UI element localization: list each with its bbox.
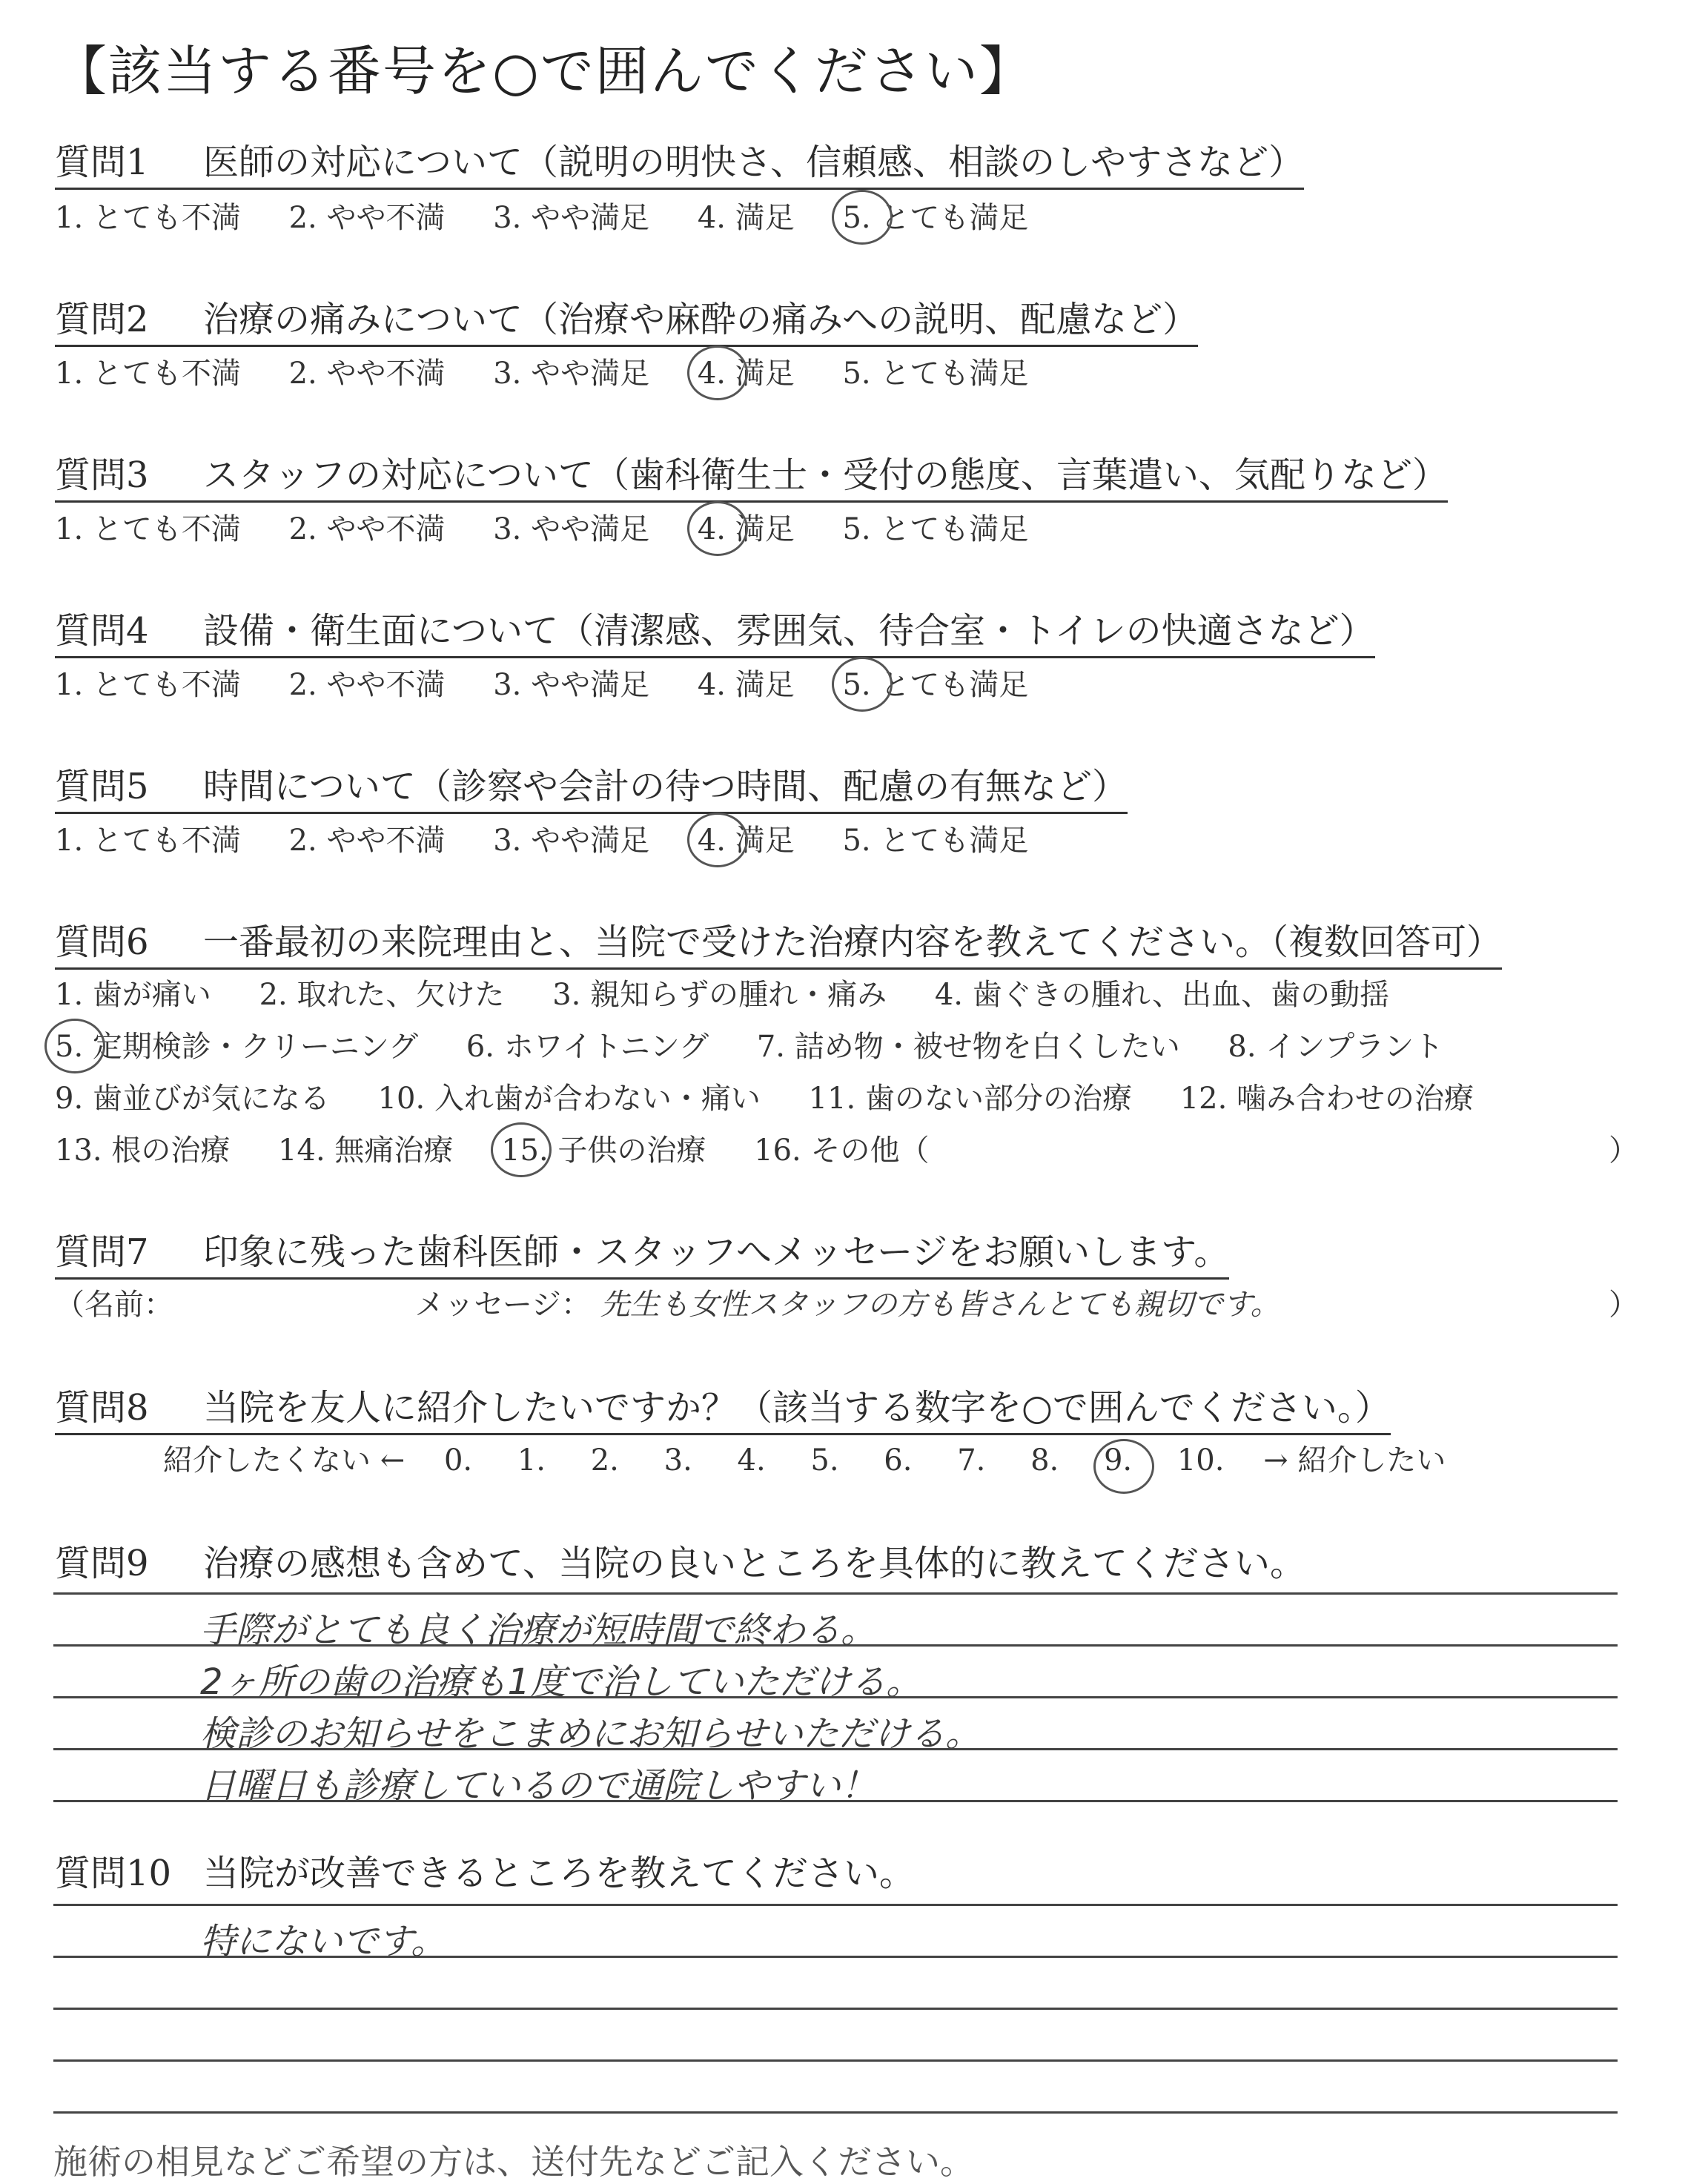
- option-16[interactable]: 16. その他（: [754, 1134, 930, 1168]
- question-number: 質問6: [55, 921, 149, 963]
- option-1[interactable]: 1. 歯が痛い: [55, 978, 211, 1012]
- question-text: 当院を友人に紹介したいですか？（該当する数字を○で囲んでください。）: [203, 1387, 1391, 1429]
- question-text: 治療の痛みについて（治療や麻酔の痛みへの説明、配慮など）: [203, 299, 1199, 340]
- question-text: 設備・衛生面について（清潔感、雰囲気、待合室・トイレの快適さなど）: [203, 610, 1375, 652]
- question-6-header: [55, 913, 1502, 970]
- question-4: [55, 602, 1375, 658]
- option-5-circled[interactable]: 5. とても満足: [842, 194, 1028, 236]
- question-1-options: [55, 194, 1067, 236]
- question-8: [55, 1379, 1391, 1435]
- answer-line: [53, 1592, 1618, 1595]
- handwritten-answer-line-1[interactable]: 手際がとても良く治療が短時間で終わる。: [200, 1609, 877, 1651]
- scale-2[interactable]: 2.: [590, 1443, 619, 1477]
- option-4-circled[interactable]: 4. 満足: [698, 817, 795, 859]
- option-3[interactable]: 3. やや満足: [493, 668, 650, 702]
- question-2-header: [55, 291, 1198, 347]
- question-text: 時間について（診察や会計の待つ時間、配慮の有無など）: [203, 766, 1128, 807]
- handwritten-answer-line-2[interactable]: 2ヶ所の歯の治療も1度で治していただける。: [200, 1661, 922, 1703]
- question-1-header: [55, 133, 1304, 190]
- option-4[interactable]: 4. 歯ぐきの腫れ、出血、歯の動揺: [934, 978, 1390, 1012]
- question-5-header: [55, 758, 1128, 814]
- option-3[interactable]: 3. やや満足: [493, 357, 650, 391]
- question-3: [55, 446, 1448, 503]
- option-1[interactable]: 1. とても不満: [55, 668, 241, 702]
- question-number: 質問10: [55, 1853, 172, 1894]
- option-2[interactable]: 2. 取れた、欠けた: [259, 978, 505, 1012]
- option-3[interactable]: 3. やや満足: [493, 512, 650, 546]
- handwritten-answer-line-1[interactable]: 特にないです。: [200, 1921, 447, 1962]
- question-number: 質問7: [55, 1231, 149, 1273]
- option-8[interactable]: 8. インプラント: [1228, 1030, 1444, 1064]
- scale-7[interactable]: 7.: [957, 1443, 986, 1477]
- option-15-circled[interactable]: 15. 子供の治療: [501, 1127, 706, 1169]
- option-9[interactable]: 9. 歯並びが気になる: [55, 1082, 330, 1116]
- question-8-header: [55, 1379, 1391, 1435]
- option-3[interactable]: 3. やや満足: [493, 824, 650, 858]
- scale-right-label: → 紹介したい: [1263, 1443, 1446, 1477]
- answer-line: [53, 2111, 1618, 2114]
- question-6-row-3: [55, 1075, 1512, 1117]
- question-number: 質問9: [55, 1543, 149, 1584]
- option-5[interactable]: 5. とても満足: [842, 824, 1029, 858]
- question-6-row-1: [55, 971, 1428, 1013]
- question-4-header: [55, 602, 1375, 658]
- option-5-circled[interactable]: 5. とても満足: [842, 661, 1028, 704]
- question-10: [55, 1844, 915, 1896]
- scale-9-circled[interactable]: 9.: [1103, 1443, 1133, 1477]
- question-7-answer: [55, 1281, 1280, 1323]
- option-1[interactable]: 1. とても不満: [55, 512, 241, 546]
- question-4-options: [55, 661, 1067, 704]
- option-1[interactable]: 1. とても不満: [55, 201, 241, 235]
- question-2: [55, 291, 1198, 347]
- scale-6[interactable]: 6.: [884, 1443, 913, 1477]
- question-6: [55, 913, 1502, 970]
- option-4-circled[interactable]: 4. 満足: [698, 506, 795, 548]
- question-text: スタッフの対応について（歯科衛生士・受付の態度、言葉遣い、気配りなど）: [203, 454, 1449, 496]
- question-text: 治療の感想も含めて、当院の良いところを具体的に教えてください。: [203, 1543, 1306, 1584]
- other-close-paren: ）: [1609, 1134, 1638, 1168]
- question-8-scale: [163, 1437, 1484, 1479]
- answer-line: [53, 1800, 1618, 1802]
- answer-line: [53, 1696, 1618, 1698]
- option-11[interactable]: 11. 歯のない部分の治療: [808, 1082, 1132, 1116]
- question-6-row-2: [55, 1023, 1482, 1065]
- scale-4[interactable]: 4.: [737, 1443, 766, 1477]
- option-5[interactable]: 5. とても満足: [842, 357, 1029, 391]
- message-close-paren: ）: [1609, 1288, 1638, 1322]
- page-title: 【該当する番号を○で囲んでください】: [53, 40, 1034, 102]
- option-1[interactable]: 1. とても不満: [55, 824, 241, 858]
- question-3-header: [55, 446, 1448, 503]
- question-7-header: [55, 1223, 1229, 1280]
- question-3-options: [55, 506, 1067, 548]
- handwritten-answer-line-3[interactable]: 検診のお知らせをこまめにお知らせいただける。: [200, 1713, 982, 1755]
- option-6[interactable]: 6. ホワイトニング: [466, 1030, 709, 1064]
- message-handwritten[interactable]: 先生も女性スタッフの方も皆さんとても親切です。: [600, 1288, 1280, 1322]
- answer-line: [53, 2059, 1618, 2062]
- answer-line: [53, 1904, 1618, 1906]
- option-2[interactable]: 2. やや不満: [288, 357, 446, 391]
- answer-line: [53, 1748, 1618, 1750]
- answer-line: [53, 2008, 1618, 2010]
- option-2[interactable]: 2. やや不満: [288, 512, 446, 546]
- option-3[interactable]: 3. 親知らずの腫れ・痛み: [552, 978, 887, 1012]
- option-4[interactable]: 4. 満足: [697, 201, 795, 235]
- question-7: [55, 1223, 1229, 1280]
- question-6-row-4: [55, 1127, 967, 1169]
- message-label: メッセージ：: [414, 1288, 592, 1322]
- handwritten-answer-line-4[interactable]: 日曜日も診療しているので通院しやすい！: [200, 1765, 877, 1807]
- option-12[interactable]: 12. 噛み合わせの治療: [1179, 1082, 1474, 1116]
- question-number: 質問8: [55, 1387, 149, 1429]
- question-text: 印象に残った歯科医師・スタッフへメッセージをお願いします。: [203, 1231, 1230, 1273]
- option-10[interactable]: 10. 入れ歯が合わない・痛い: [377, 1082, 761, 1116]
- option-14[interactable]: 14. 無痛治療: [278, 1134, 454, 1168]
- answer-line: [53, 1956, 1618, 1958]
- option-2[interactable]: 2. やや不満: [288, 201, 446, 235]
- scale-10[interactable]: 10.: [1176, 1443, 1225, 1477]
- question-1: [55, 133, 1304, 190]
- question-5-options: [55, 817, 1067, 859]
- option-13[interactable]: 13. 根の治療: [55, 1134, 231, 1168]
- question-5: [55, 758, 1128, 814]
- option-3[interactable]: 3. やや満足: [493, 201, 650, 235]
- option-5-circled[interactable]: 5. 定期検診・クリーニング: [55, 1023, 418, 1065]
- option-1[interactable]: 1. とても不満: [55, 357, 241, 391]
- scale-left-label: 紹介したくない ←: [163, 1443, 406, 1477]
- scale-3[interactable]: 3.: [663, 1443, 692, 1477]
- scale-5[interactable]: 5.: [810, 1443, 839, 1477]
- question-2-options: [55, 350, 1067, 392]
- option-2[interactable]: 2. やや不満: [288, 668, 446, 702]
- question-9: [55, 1535, 1305, 1586]
- question-number: 質問2: [55, 299, 149, 340]
- question-number: 質問4: [55, 610, 149, 652]
- answer-line: [53, 1644, 1618, 1647]
- question-number: 質問3: [55, 454, 149, 496]
- scale-1[interactable]: 1.: [517, 1443, 546, 1477]
- option-4-circled[interactable]: 4. 満足: [698, 350, 795, 392]
- question-number: 質問5: [55, 766, 149, 807]
- name-label: （名前：: [55, 1288, 173, 1322]
- option-4[interactable]: 4. 満足: [697, 668, 795, 702]
- option-2[interactable]: 2. やや不満: [288, 824, 446, 858]
- option-7[interactable]: 7. 詰め物・被せ物を白くしたい: [756, 1030, 1180, 1064]
- option-5[interactable]: 5. とても満足: [842, 512, 1029, 546]
- scale-0[interactable]: 0.: [443, 1443, 473, 1477]
- footer-note: 施術の相見などご希望の方は、送付先などご記入ください。: [53, 2142, 974, 2182]
- question-number: 質問1: [55, 142, 149, 183]
- question-text: 当院が改善できるところを教えてください。: [203, 1853, 916, 1894]
- scale-8[interactable]: 8.: [1030, 1443, 1059, 1477]
- question-text: 一番最初の来院理由と、当院で受けた治療内容を教えてください。（複数回答可）: [203, 921, 1503, 963]
- question-text: 医師の対応について（説明の明快さ、信頼感、相談のしやすさなど）: [203, 142, 1305, 183]
